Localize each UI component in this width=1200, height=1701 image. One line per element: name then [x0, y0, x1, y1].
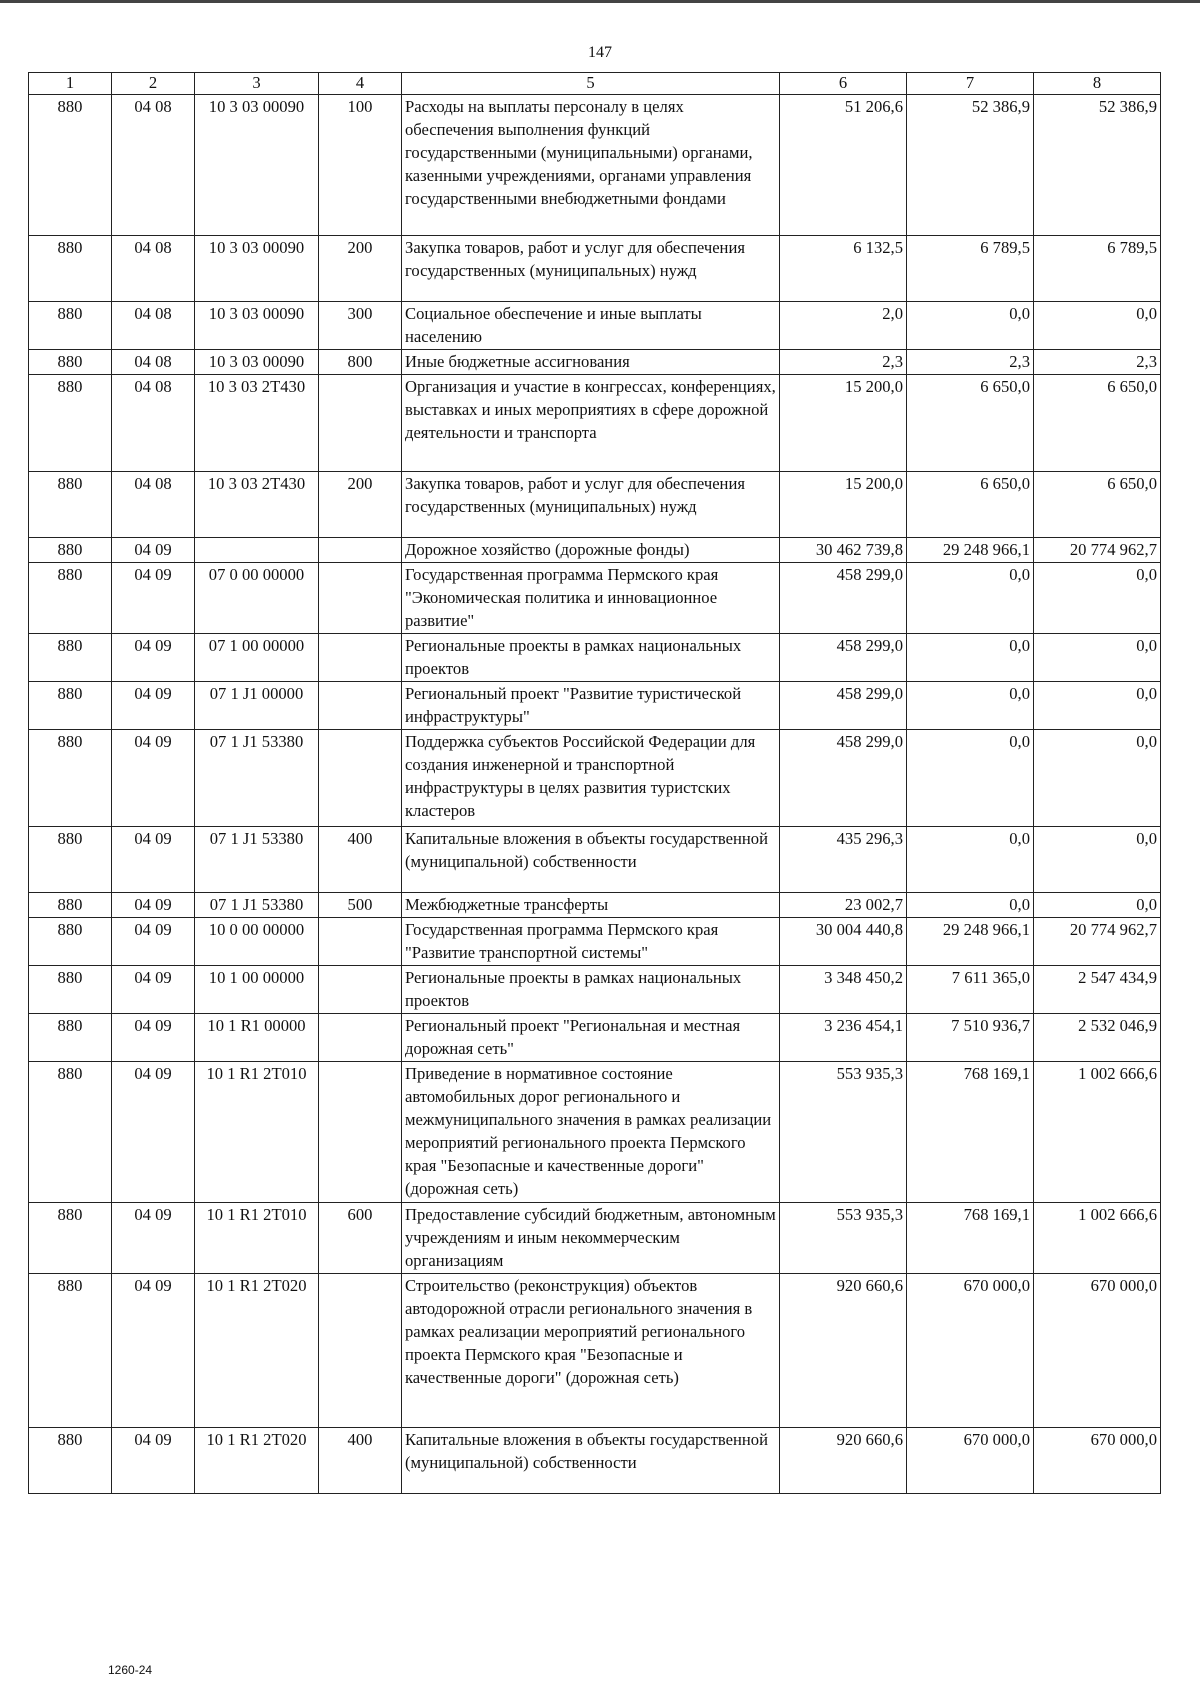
target-article-cell: 07 1 00 00000	[195, 634, 319, 682]
header-cell: 6	[780, 73, 907, 95]
header-cell: 2	[112, 73, 195, 95]
scan-edge-mark	[0, 0, 1200, 3]
description-cell: Государственная программа Пермского края "Развитие транспортной системы"	[402, 918, 780, 966]
section-code-cell: 04 08	[112, 375, 195, 472]
amount-2026-cell: 2 547 434,9	[1034, 966, 1161, 1014]
table-row	[29, 730, 1161, 827]
section-code-cell: 04 09	[112, 1203, 195, 1274]
section-code-cell: 04 09	[112, 1274, 195, 1428]
section-code-cell: 04 08	[112, 350, 195, 375]
expense-type-cell	[319, 1062, 402, 1203]
admin-code-cell: 880	[29, 538, 112, 563]
description-cell: Региональный проект "Развитие туристической инфраструктуры"	[402, 682, 780, 730]
description-cell: Социальное обеспечение и иные выплаты населению	[402, 302, 780, 350]
section-code-cell: 04 09	[112, 1062, 195, 1203]
admin-code-cell: 880	[29, 682, 112, 730]
amount-2025-cell: 0,0	[907, 682, 1034, 730]
admin-code-cell: 880	[29, 918, 112, 966]
target-article-cell: 10 3 03 2Т430	[195, 375, 319, 472]
amount-2026-cell: 6 789,5	[1034, 236, 1161, 302]
table-row	[29, 236, 1161, 302]
header-row	[29, 73, 1161, 95]
amount-2024-cell: 458 299,0	[780, 634, 907, 682]
header-cell: 3	[195, 73, 319, 95]
amount-2024-cell: 2,0	[780, 302, 907, 350]
description-cell: Межбюджетные трансферты	[402, 893, 780, 918]
target-article-cell: 10 0 00 00000	[195, 918, 319, 966]
description-cell: Иные бюджетные ассигнования	[402, 350, 780, 375]
header-cell: 1	[29, 73, 112, 95]
section-code-cell: 04 09	[112, 918, 195, 966]
amount-2025-cell: 6 650,0	[907, 472, 1034, 538]
admin-code-cell: 880	[29, 634, 112, 682]
amount-2025-cell: 6 650,0	[907, 375, 1034, 472]
amount-2024-cell: 3 348 450,2	[780, 966, 907, 1014]
amount-2025-cell: 768 169,1	[907, 1062, 1034, 1203]
amount-2025-cell: 768 169,1	[907, 1203, 1034, 1274]
description-cell: Расходы на выплаты персоналу в целях обеспечения выполнения функций государственными (муниципальными) органами, казенными учреждениями, органами управления государственными внебюджетными фондами	[402, 95, 780, 236]
amount-2026-cell: 0,0	[1034, 563, 1161, 634]
amount-2026-cell: 670 000,0	[1034, 1428, 1161, 1494]
amount-2025-cell: 0,0	[907, 634, 1034, 682]
document-code: 1260-24	[108, 1663, 153, 1677]
amount-2024-cell: 458 299,0	[780, 730, 907, 827]
admin-code-cell: 880	[29, 827, 112, 893]
section-code-cell: 04 08	[112, 302, 195, 350]
amount-2025-cell: 0,0	[907, 893, 1034, 918]
admin-code-cell: 880	[29, 95, 112, 236]
description-cell: Закупка товаров, работ и услуг для обеспечения государственных (муниципальных) нужд	[402, 236, 780, 302]
amount-2024-cell: 435 296,3	[780, 827, 907, 893]
page-number: 147	[588, 44, 612, 61]
expense-type-cell	[319, 538, 402, 563]
table-row	[29, 1428, 1161, 1494]
description-cell: Капитальные вложения в объекты государственной (муниципальной) собственности	[402, 1428, 780, 1494]
amount-2026-cell: 0,0	[1034, 893, 1161, 918]
section-code-cell: 04 09	[112, 827, 195, 893]
table-row	[29, 827, 1161, 893]
admin-code-cell: 880	[29, 730, 112, 827]
section-code-cell: 04 09	[112, 682, 195, 730]
admin-code-cell: 880	[29, 1203, 112, 1274]
admin-code-cell: 880	[29, 350, 112, 375]
target-article-cell: 10 3 03 00090	[195, 350, 319, 375]
expense-type-cell	[319, 1274, 402, 1428]
admin-code-cell: 880	[29, 236, 112, 302]
expense-type-cell: 500	[319, 893, 402, 918]
table-row	[29, 538, 1161, 563]
description-cell: Строительство (реконструкция) объектов автодорожной отрасли регионального значения в рамках реализации мероприятий регионального проекта Пермского края "Безопасные и качественные дороги" (дорожная сеть)	[402, 1274, 780, 1428]
amount-2024-cell: 23 002,7	[780, 893, 907, 918]
budget-table	[28, 72, 1161, 1494]
section-code-cell: 04 08	[112, 236, 195, 302]
description-cell: Капитальные вложения в объекты государственной (муниципальной) собственности	[402, 827, 780, 893]
description-cell: Приведение в нормативное состояние автомобильных дорог регионального и межмуниципального значения в рамках реализации мероприятий регионального проекта Пермского края "Безопасные и качественные дороги" (дорожная сеть)	[402, 1062, 780, 1203]
expense-type-cell: 200	[319, 472, 402, 538]
amount-2024-cell: 458 299,0	[780, 682, 907, 730]
section-code-cell: 04 09	[112, 1014, 195, 1062]
table-row	[29, 563, 1161, 634]
amount-2024-cell: 15 200,0	[780, 472, 907, 538]
table-row	[29, 893, 1161, 918]
amount-2026-cell: 2 532 046,9	[1034, 1014, 1161, 1062]
header-cell: 8	[1034, 73, 1161, 95]
amount-2025-cell: 6 789,5	[907, 236, 1034, 302]
amount-2026-cell: 1 002 666,6	[1034, 1062, 1161, 1203]
admin-code-cell: 880	[29, 1428, 112, 1494]
expense-type-cell	[319, 966, 402, 1014]
amount-2024-cell: 30 462 739,8	[780, 538, 907, 563]
target-article-cell: 10 3 03 2Т430	[195, 472, 319, 538]
expense-type-cell: 400	[319, 1428, 402, 1494]
expense-type-cell: 300	[319, 302, 402, 350]
amount-2024-cell: 3 236 454,1	[780, 1014, 907, 1062]
amount-2026-cell: 0,0	[1034, 827, 1161, 893]
target-article-cell: 07 0 00 00000	[195, 563, 319, 634]
header-cell: 5	[402, 73, 780, 95]
target-article-cell: 07 1 J1 53380	[195, 893, 319, 918]
amount-2025-cell: 0,0	[907, 730, 1034, 827]
target-article-cell: 10 1 R1 00000	[195, 1014, 319, 1062]
admin-code-cell: 880	[29, 472, 112, 538]
table-row	[29, 472, 1161, 538]
expense-type-cell	[319, 375, 402, 472]
target-article-cell	[195, 538, 319, 563]
amount-2026-cell: 2,3	[1034, 350, 1161, 375]
expense-type-cell	[319, 918, 402, 966]
amount-2025-cell: 52 386,9	[907, 95, 1034, 236]
amount-2025-cell: 2,3	[907, 350, 1034, 375]
table-row	[29, 375, 1161, 472]
admin-code-cell: 880	[29, 563, 112, 634]
description-cell: Региональные проекты в рамках национальных проектов	[402, 634, 780, 682]
table-row	[29, 918, 1161, 966]
table-row	[29, 1062, 1161, 1203]
admin-code-cell: 880	[29, 302, 112, 350]
amount-2024-cell: 30 004 440,8	[780, 918, 907, 966]
target-article-cell: 07 1 J1 53380	[195, 827, 319, 893]
amount-2024-cell: 15 200,0	[780, 375, 907, 472]
table-row	[29, 966, 1161, 1014]
amount-2026-cell: 670 000,0	[1034, 1274, 1161, 1428]
amount-2025-cell: 7 611 365,0	[907, 966, 1034, 1014]
amount-2025-cell: 7 510 936,7	[907, 1014, 1034, 1062]
target-article-cell: 10 3 03 00090	[195, 302, 319, 350]
admin-code-cell: 880	[29, 1062, 112, 1203]
admin-code-cell: 880	[29, 893, 112, 918]
section-code-cell: 04 09	[112, 538, 195, 563]
expense-type-cell	[319, 730, 402, 827]
amount-2026-cell: 1 002 666,6	[1034, 1203, 1161, 1274]
table-row	[29, 1274, 1161, 1428]
target-article-cell: 10 1 R1 2Т010	[195, 1062, 319, 1203]
target-article-cell: 10 1 R1 2Т010	[195, 1203, 319, 1274]
amount-2025-cell: 670 000,0	[907, 1274, 1034, 1428]
description-cell: Поддержка субъектов Российской Федерации для создания инженерной и транспортной инфраструктуры в целях развития туристских кластеров	[402, 730, 780, 827]
header-cell: 7	[907, 73, 1034, 95]
description-cell: Организация и участие в конгрессах, конференциях, выставках и иных мероприятиях в сфере дорожной деятельности и транспорта	[402, 375, 780, 472]
target-article-cell: 10 3 03 00090	[195, 95, 319, 236]
expense-type-cell	[319, 563, 402, 634]
description-cell: Дорожное хозяйство (дорожные фонды)	[402, 538, 780, 563]
amount-2026-cell: 0,0	[1034, 302, 1161, 350]
amount-2024-cell: 2,3	[780, 350, 907, 375]
expense-type-cell	[319, 634, 402, 682]
section-code-cell: 04 09	[112, 730, 195, 827]
amount-2024-cell: 51 206,6	[780, 95, 907, 236]
section-code-cell: 04 08	[112, 472, 195, 538]
target-article-cell: 07 1 J1 53380	[195, 730, 319, 827]
description-cell: Региональные проекты в рамках национальных проектов	[402, 966, 780, 1014]
expense-type-cell: 600	[319, 1203, 402, 1274]
table-row	[29, 1203, 1161, 1274]
expense-type-cell	[319, 682, 402, 730]
section-code-cell: 04 09	[112, 634, 195, 682]
description-cell: Закупка товаров, работ и услуг для обеспечения государственных (муниципальных) нужд	[402, 472, 780, 538]
amount-2026-cell: 6 650,0	[1034, 375, 1161, 472]
section-code-cell: 04 09	[112, 1428, 195, 1494]
expense-type-cell: 200	[319, 236, 402, 302]
admin-code-cell: 880	[29, 375, 112, 472]
amount-2024-cell: 920 660,6	[780, 1428, 907, 1494]
amount-2026-cell: 52 386,9	[1034, 95, 1161, 236]
amount-2024-cell: 920 660,6	[780, 1274, 907, 1428]
description-cell: Предоставление субсидий бюджетным, автономным учреждениям и иным некоммерческим организациям	[402, 1203, 780, 1274]
amount-2026-cell: 0,0	[1034, 682, 1161, 730]
amount-2025-cell: 0,0	[907, 563, 1034, 634]
amount-2024-cell: 458 299,0	[780, 563, 907, 634]
table-row	[29, 302, 1161, 350]
amount-2024-cell: 553 935,3	[780, 1203, 907, 1274]
expense-type-cell	[319, 1014, 402, 1062]
section-code-cell: 04 09	[112, 563, 195, 634]
amount-2025-cell: 29 248 966,1	[907, 918, 1034, 966]
amount-2025-cell: 0,0	[907, 302, 1034, 350]
target-article-cell: 10 1 00 00000	[195, 966, 319, 1014]
amount-2025-cell: 670 000,0	[907, 1428, 1034, 1494]
expense-type-cell: 800	[319, 350, 402, 375]
amount-2026-cell: 0,0	[1034, 634, 1161, 682]
amount-2025-cell: 29 248 966,1	[907, 538, 1034, 563]
header-cell: 4	[319, 73, 402, 95]
table-row	[29, 682, 1161, 730]
admin-code-cell: 880	[29, 966, 112, 1014]
target-article-cell: 10 1 R1 2Т020	[195, 1428, 319, 1494]
table-row	[29, 1014, 1161, 1062]
table-row	[29, 634, 1161, 682]
admin-code-cell: 880	[29, 1014, 112, 1062]
amount-2025-cell: 0,0	[907, 827, 1034, 893]
section-code-cell: 04 09	[112, 966, 195, 1014]
amount-2026-cell: 20 774 962,7	[1034, 918, 1161, 966]
target-article-cell: 10 3 03 00090	[195, 236, 319, 302]
amount-2024-cell: 6 132,5	[780, 236, 907, 302]
table-row	[29, 350, 1161, 375]
amount-2026-cell: 6 650,0	[1034, 472, 1161, 538]
target-article-cell: 10 1 R1 2Т020	[195, 1274, 319, 1428]
target-article-cell: 07 1 J1 00000	[195, 682, 319, 730]
amount-2026-cell: 20 774 962,7	[1034, 538, 1161, 563]
expense-type-cell: 100	[319, 95, 402, 236]
admin-code-cell: 880	[29, 1274, 112, 1428]
amount-2024-cell: 553 935,3	[780, 1062, 907, 1203]
section-code-cell: 04 08	[112, 95, 195, 236]
amount-2026-cell: 0,0	[1034, 730, 1161, 827]
description-cell: Региональный проект "Региональная и местная дорожная сеть"	[402, 1014, 780, 1062]
expense-type-cell: 400	[319, 827, 402, 893]
table-row	[29, 95, 1161, 236]
description-cell: Государственная программа Пермского края "Экономическая политика и инновационное развитие"	[402, 563, 780, 634]
section-code-cell: 04 09	[112, 893, 195, 918]
